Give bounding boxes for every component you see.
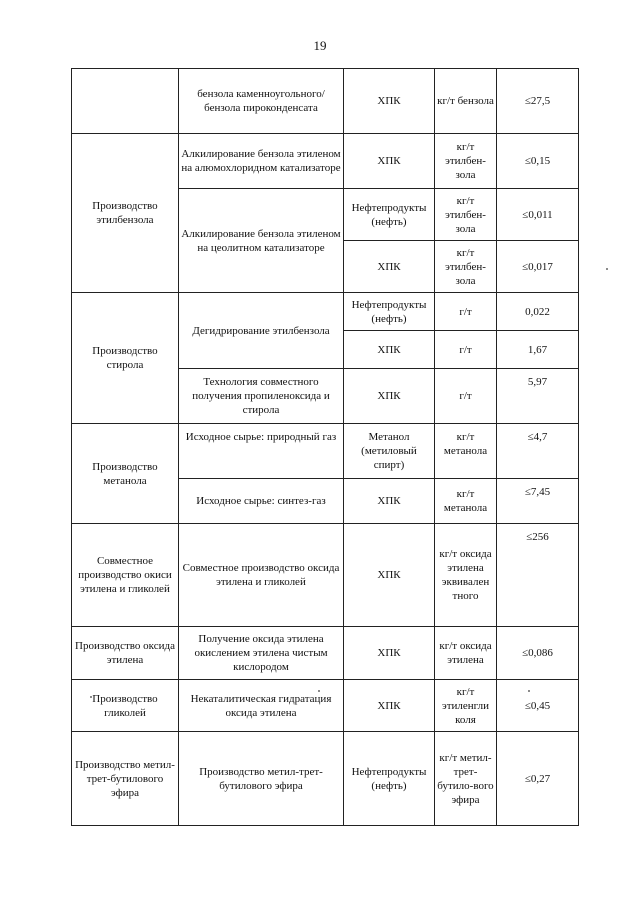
emissions-table: [71, 68, 579, 826]
process-cell: Производство гликолей: [72, 680, 179, 732]
technology-cell: Некаталитическая гидратация оксида этилена: [179, 680, 344, 732]
technology-cell: Алкилирование бензола этиленом на алюмохлоридном катализаторе: [179, 134, 344, 189]
process-cell: Производство этилбензола: [72, 134, 179, 293]
table-row: [72, 134, 579, 189]
indicator-cell: ХПК: [344, 134, 435, 189]
value-cell: 0,022: [497, 293, 579, 331]
value-cell: ≤0,45: [497, 680, 579, 732]
value-cell: 5,97: [497, 369, 579, 424]
process-cell: Производство метил-трет-бутилового эфира: [72, 732, 179, 826]
value-cell: ≤0,017: [497, 241, 579, 293]
unit-cell: кг/т метил-трет-бутило-вого эфира: [435, 732, 497, 826]
value-cell: ≤7,45: [497, 479, 579, 524]
technology-cell: бензола каменноугольного/бензола пироконденсата: [179, 69, 344, 134]
unit-cell: кг/т этилбен-зола: [435, 134, 497, 189]
indicator-cell: Метанол (метиловый спирт): [344, 424, 435, 479]
indicator-cell: ХПК: [344, 524, 435, 627]
unit-cell: кг/т этилбен-зола: [435, 241, 497, 293]
unit-cell: кг/т этиленгли коля: [435, 680, 497, 732]
table-row: [72, 293, 579, 331]
table-row: [72, 627, 579, 680]
technology-cell: Совместное производство оксида этилена и гликолей: [179, 524, 344, 627]
value-cell: ≤0,011: [497, 189, 579, 241]
unit-cell: кг/т метанола: [435, 479, 497, 524]
process-cell: Совместное производство окиси этилена и гликолей: [72, 524, 179, 627]
scan-speck: [318, 690, 320, 692]
indicator-cell: Нефтепродукты (нефть): [344, 189, 435, 241]
unit-cell: кг/т этилбен-зола: [435, 189, 497, 241]
table-row: [72, 732, 579, 826]
technology-cell: Исходное сырье: природный газ: [179, 424, 344, 479]
unit-cell: кг/т бензола: [435, 69, 497, 134]
value-cell: 1,67: [497, 331, 579, 369]
technology-cell: Дегидрирование этилбензола: [179, 293, 344, 369]
process-cell: Производство метанола: [72, 424, 179, 524]
technology-cell: Алкилирование бензола этиленом на цеолитном катализаторе: [179, 189, 344, 293]
technology-cell: Получение оксида этилена окислением этилена чистым кислородом: [179, 627, 344, 680]
technology-cell: Исходное сырье: синтез-газ: [179, 479, 344, 524]
unit-cell: г/т: [435, 293, 497, 331]
indicator-cell: ХПК: [344, 369, 435, 424]
unit-cell: кг/т оксида этилена: [435, 627, 497, 680]
value-cell: ≤0,15: [497, 134, 579, 189]
table-row: [72, 424, 579, 479]
technology-cell: Производство метил-трет-бутилового эфира: [179, 732, 344, 826]
indicator-cell: ХПК: [344, 479, 435, 524]
table-row: [72, 680, 579, 732]
page-number: 19: [313, 38, 327, 53]
process-cell: Производство стирола: [72, 293, 179, 424]
unit-cell: г/т: [435, 331, 497, 369]
unit-cell: кг/т оксида этилена эквивален тного: [435, 524, 497, 627]
value-cell: ≤256: [497, 524, 579, 627]
unit-cell: кг/т метанола: [435, 424, 497, 479]
process-cell: [72, 69, 179, 134]
indicator-cell: ХПК: [344, 241, 435, 293]
process-cell: Производство оксида этилена: [72, 627, 179, 680]
scan-speck: [90, 696, 92, 698]
indicator-cell: ХПК: [344, 69, 435, 134]
unit-cell: г/т: [435, 369, 497, 424]
scan-speck: [606, 268, 608, 270]
indicator-cell: ХПК: [344, 331, 435, 369]
indicator-cell: ХПК: [344, 680, 435, 732]
table-row: [72, 524, 579, 627]
table-row: [72, 69, 579, 134]
scan-speck: [528, 690, 530, 692]
value-cell: ≤4,7: [497, 424, 579, 479]
indicator-cell: Нефтепродукты (нефть): [344, 732, 435, 826]
indicator-cell: Нефтепродукты (нефть): [344, 293, 435, 331]
value-cell: ≤0,086: [497, 627, 579, 680]
indicator-cell: ХПК: [344, 627, 435, 680]
value-cell: ≤0,27: [497, 732, 579, 826]
value-cell: ≤27,5: [497, 69, 579, 134]
technology-cell: Технология совместного получения пропиленоксида и стирола: [179, 369, 344, 424]
